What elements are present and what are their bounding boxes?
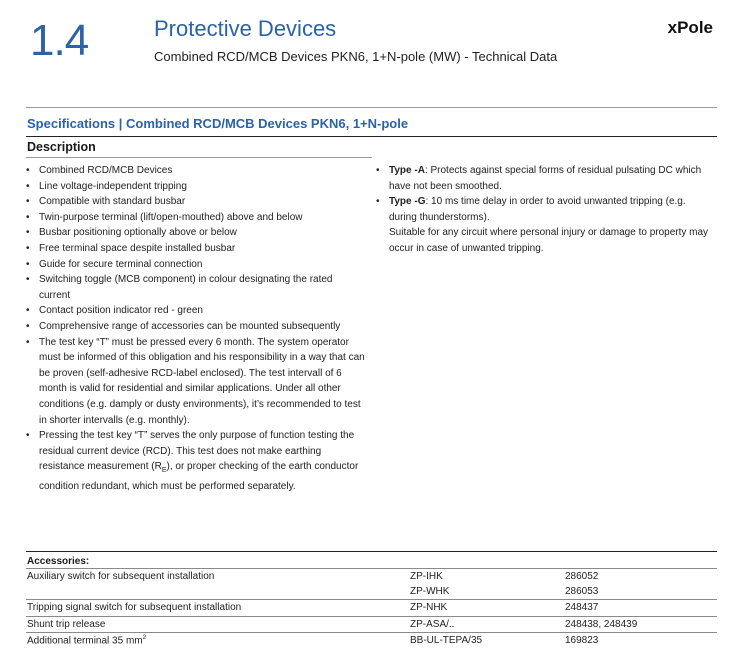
- list-item: • Comprehensive range of accessories can be mounted subsequently: [26, 319, 366, 335]
- table-cell: 286052: [565, 569, 717, 585]
- divider: [26, 136, 717, 137]
- list-item: • The test key “T” must be pressed every 6 month. The system operator must be informed of this obligation and his responsibility in a way that can be proven (self-adhesive RCD-label enclosed). The test intervall of 6 month is valid for residential and similar applications. Under all other conditions (e.g. damply or dusty environments), it’s recommended to test in shorter intervalls (e.g. monthly).: [26, 335, 366, 429]
- list-item: • Switching toggle (MCB component) in colour designating the rated current: [26, 272, 366, 303]
- table-cell: 286053: [565, 586, 599, 598]
- table-cell: 169823: [565, 632, 717, 648]
- specifications-heading: Specifications | Combined RCD/MCB Devices PKN6, 1+N-pole: [27, 116, 409, 131]
- type-description: : Protects against special forms of residual pulsating DC which have not been smoothed.: [389, 165, 702, 192]
- table-cell: ZP-IHK: [410, 569, 565, 585]
- list-item: • Combined RCD/MCB Devices: [26, 163, 366, 179]
- superscript: 2: [142, 634, 146, 641]
- table-cell: [26, 632, 410, 648]
- list-item: • Free terminal space despite installed busbar: [26, 241, 366, 257]
- list-item: [376, 163, 716, 194]
- table-cell: ZP-NHK: [410, 600, 565, 616]
- table-cell: 248437: [565, 600, 717, 616]
- list-item: • Contact position indicator red - green: [26, 303, 366, 319]
- accessories-table: [26, 568, 717, 648]
- type-label: Type -G: [389, 196, 426, 208]
- table-cell: ZP-ASA/..: [410, 616, 565, 632]
- table-cell: Auxiliary switch for subsequent installation: [26, 569, 410, 585]
- table-row: [26, 584, 717, 600]
- list-item: • Guide for secure terminal connection: [26, 257, 366, 273]
- brand-name: xPole: [667, 18, 713, 37]
- table-row: [26, 569, 717, 585]
- accessories-heading: Accessories:: [27, 556, 90, 567]
- table-cell: 248438, 248439: [565, 616, 717, 632]
- list-item: • Busbar positioning optionally above or below: [26, 225, 366, 241]
- list-item-text: ), or proper checking of the earth conductor condition redundant, which must be performed separately.: [39, 461, 359, 492]
- suitability-note: Suitable for any circuit where personal injury or damage to property may occur in case of unwanted tripping.: [389, 227, 709, 254]
- list-item: [26, 428, 366, 494]
- description-bullet-list: [26, 163, 366, 494]
- cell-text: Additional terminal 35 mm: [27, 635, 143, 646]
- type-bullet-list: [376, 163, 716, 257]
- table-cell: Shunt trip release: [26, 616, 410, 632]
- type-label: Type -A: [389, 165, 425, 176]
- subscript: E: [161, 467, 167, 475]
- list-item: [376, 194, 716, 225]
- table-cell: Tripping signal switch for subsequent installation: [26, 600, 410, 616]
- page-title: Protective Devices: [154, 16, 337, 41]
- description-heading: Description: [27, 140, 96, 154]
- table-cell: [26, 584, 410, 600]
- divider: [26, 157, 372, 158]
- list-item: • Compatible with standard busbar: [26, 194, 366, 210]
- table-row: [26, 600, 717, 616]
- table-row: [26, 632, 717, 648]
- divider: [26, 107, 717, 108]
- type-description: : 10 ms time delay in order to avoid unwanted tripping (e.g. during thunderstorms).: [389, 196, 686, 223]
- list-item: • Line voltage-independent tripping: [26, 179, 366, 195]
- table-cell: BB-UL-TEPA/35: [410, 632, 565, 648]
- divider: [26, 551, 717, 552]
- table-cell: ZP-WHK: [410, 586, 450, 598]
- section-number: 1.4: [30, 16, 89, 65]
- list-item: • Twin-purpose terminal (lift/open-mouthed) above and below: [26, 210, 366, 226]
- table-row: [26, 616, 717, 632]
- page-subtitle: Combined RCD/MCB Devices PKN6, 1+N-pole (MW) - Technical Data: [154, 49, 558, 64]
- list-item-text: Pressing the test key “T” serves the only purpose of function testing the residual current device (RCD). This test does not make earthing resistance measurement (R: [39, 430, 355, 473]
